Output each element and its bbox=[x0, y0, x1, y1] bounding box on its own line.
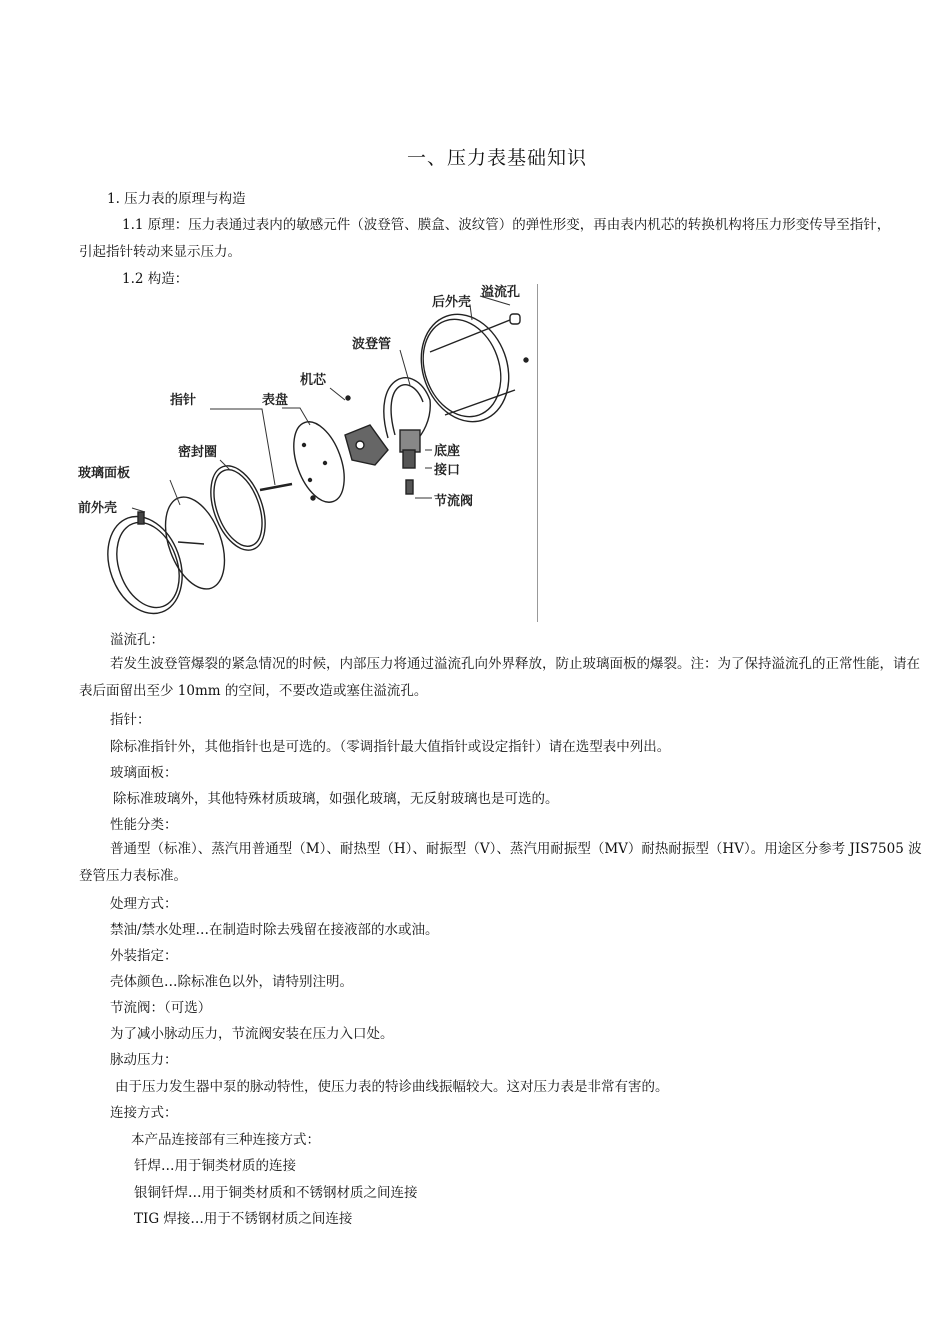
item-head-throttle-valve: 节流阀：（可选） bbox=[110, 1000, 212, 1016]
label-seal-ring: 密封圈 bbox=[178, 445, 218, 460]
item-body-performance: 普通型（标准）、蒸汽用普通型（M）、耐热型（H）、耐振型（V）、蒸汽用耐振型（MV）耐热耐振型（HV）。用途区分参考 JIS7505 波登管压力表标准。 bbox=[79, 841, 922, 884]
connection-intro: 本产品连接部有三种连接方式： bbox=[131, 1132, 320, 1148]
connection-method-silver-brazing: 银铜钎焊…用于铜类材质和不锈钢材质之间连接 bbox=[134, 1185, 418, 1201]
label-dial: 表盘 bbox=[262, 393, 289, 408]
item-head-treatment: 处理方式： bbox=[110, 896, 178, 912]
item-body-throttle-valve: 为了减小脉动压力，节流阀安装在压力入口处。 bbox=[110, 1026, 394, 1042]
item-body-pointer: 除标准指针外，其他指针也是可选的。（零调指针最大值指针或设定指针）请在选型表中列出。 bbox=[110, 739, 671, 755]
label-front-shell: 前外壳 bbox=[78, 501, 118, 516]
item-head-glass-panel: 玻璃面板： bbox=[110, 765, 178, 781]
structure-heading: 1.2 构造： bbox=[122, 271, 189, 287]
principle-text-line2: 引起指针转动来显示压力。 bbox=[79, 244, 241, 260]
item-body-treatment: 禁油/禁水处理…在制造时除去残留在接液部的水或油。 bbox=[110, 922, 439, 938]
connection-method-brazing: 钎焊…用于铜类材质的连接 bbox=[134, 1158, 296, 1174]
label-throttle-valve: 节流阀 bbox=[434, 494, 474, 509]
item-head-pulsation: 脉动压力： bbox=[110, 1052, 178, 1068]
principle-text-line1: 1.1 原理：压力表通过表内的敏感元件（波登管、膜盒、波纹管）的弹性形变，再由表内机芯的转换机构将压力形变传导至指针， bbox=[122, 217, 891, 233]
item-head-overflow-hole: 溢流孔： bbox=[110, 632, 164, 648]
item-body-overflow-hole: 若发生波登管爆裂的紧急情况的时候，内部压力将通过溢流孔向外界释放，防止玻璃面板的爆裂。注：为了保持溢流孔的正常性能，请在表后面留出至少 10mm 的空间，不要改造或塞住溢流孔。 bbox=[79, 656, 920, 699]
label-glass-panel: 玻璃面板 bbox=[78, 466, 131, 481]
connection-method-tig: TIG 焊接…用于不锈钢材质之间连接 bbox=[134, 1211, 353, 1227]
item-body-pulsation: 由于压力发生器中泵的脉动特性，使压力表的特诊曲线振幅较大。这对压力表是非常有害的。 bbox=[115, 1079, 669, 1095]
item-head-pointer: 指针： bbox=[110, 712, 151, 728]
pointer-part bbox=[260, 484, 292, 490]
item-body-appearance: 壳体颜色…除标准色以外，请特别注明。 bbox=[110, 974, 353, 990]
connection-heading: 连接方式： bbox=[110, 1105, 178, 1121]
pressure-gauge-diagram bbox=[70, 280, 550, 625]
label-back-shell: 后外壳 bbox=[432, 295, 472, 310]
label-connector: 接口 bbox=[434, 463, 461, 478]
item-body-glass-panel: 除标准玻璃外，其他特殊材质玻璃，如强化玻璃，无反射玻璃也是可选的。 bbox=[113, 791, 559, 807]
page-title: 一、压力表基础知识 bbox=[406, 147, 587, 169]
bourdon-tube-part bbox=[384, 378, 430, 494]
label-base: 底座 bbox=[434, 444, 461, 459]
back-shell-part bbox=[407, 302, 528, 434]
item-head-appearance: 外装指定： bbox=[110, 948, 178, 964]
front-shell-part bbox=[95, 506, 195, 624]
label-pointer: 指针 bbox=[170, 393, 197, 408]
dial-part bbox=[284, 415, 354, 509]
seal-ring-part bbox=[200, 458, 275, 557]
item-head-performance: 性能分类： bbox=[110, 817, 178, 833]
section-heading: 1. 压力表的原理与构造 bbox=[107, 191, 246, 207]
movement-part bbox=[345, 396, 388, 465]
diagram-divider bbox=[537, 284, 538, 622]
label-overflow-hole: 溢流孔 bbox=[481, 285, 521, 300]
label-bourdon-tube: 波登管 bbox=[352, 337, 392, 352]
label-movement: 机芯 bbox=[300, 373, 327, 388]
